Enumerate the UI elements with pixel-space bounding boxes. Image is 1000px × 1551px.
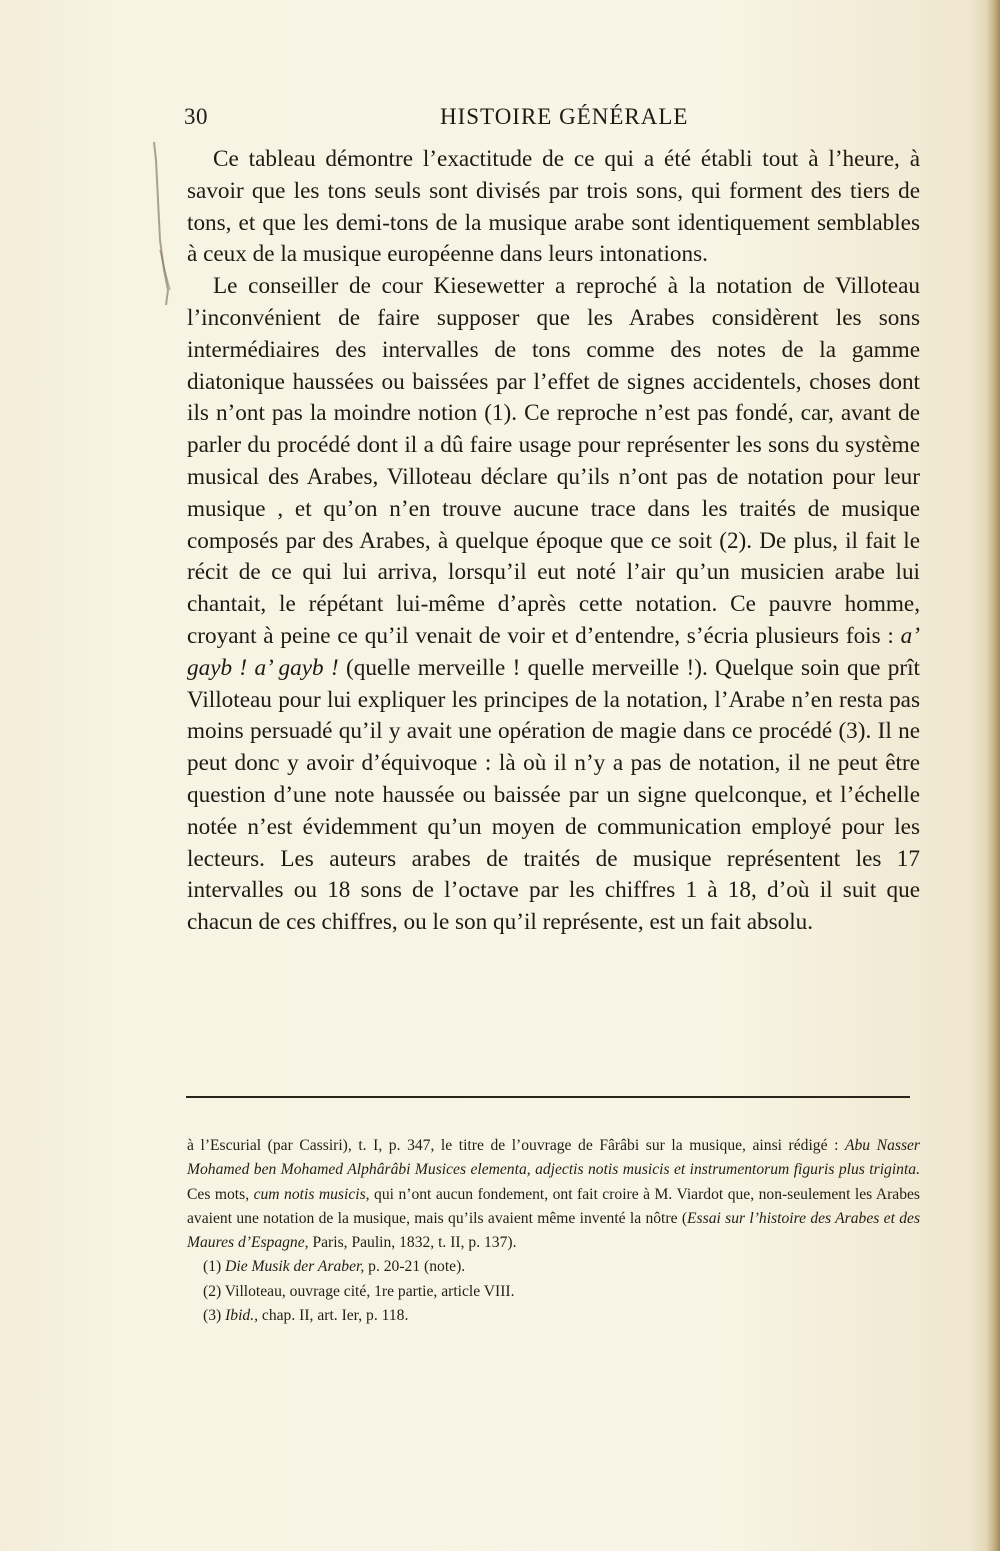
footnote-cont-text-b: Ces mots,: [187, 1185, 254, 1203]
exclamation-italic: a’ gayb ! a’ gayb !: [187, 622, 920, 681]
footnote-3-rest: chap. II, art. Ier, p. 118.: [258, 1307, 409, 1325]
paragraph-2-part-a: Le conseiller de cour Kiesewetter a reproché à la notation de Villoteau l’inconvénient de faire supposer que les Arabes considèrent les sons intermédiaires des intervalles de tons comme des notes de la gamme diatonique haussées ou baissées par l’effet de signes accidentels, choses dont ils n’ont pas la moindre notion (1). Ce reproche n’est pas fondé, car, avant de parler du procédé dont il a dû faire usage pour représenter les sons du système musical des Arabes, Villoteau déclare qu’ils n’ont pas de notation pour leur musique , et qu’on n’en trouve aucune trace dans les traités de musique composés par des Arabes, à quelque époque que ce soit (2). De plus, il fait le récit de ce qui lui arriva, lorsqu’il eut noté l’air qu’un musicien arabe lui chantait, le répétant lui-même d’après cette notation. Ce pauvre homme, croyant à peine ce qu’il venait de voir et d’entendre, s’écria plusieurs fois :: [187, 273, 920, 649]
footnote-cont-title-2: cum notis musicis,: [253, 1185, 370, 1203]
running-title: HISTOIRE GÉNÉRALE: [440, 104, 689, 129]
margin-bracket-mark: [150, 140, 180, 310]
footnote-continuation: [187, 1134, 920, 1255]
main-text: [187, 144, 920, 939]
footnote-2: (2) Villoteau, ouvrage cité, 1re partie, article VIII.: [203, 1282, 515, 1300]
footnote-1: [187, 1255, 920, 1279]
footnote-3-marker: (3): [203, 1307, 226, 1325]
footnote-cont-text-a: à l’Escurial (par Cassiri), t. I, p. 347, le titre de l’ouvrage de Fârâbi sur la musique, ainsi rédigé :: [187, 1137, 845, 1154]
footnote-1-title: Die Musik der Araber,: [225, 1258, 365, 1276]
page-number: 30: [184, 104, 208, 129]
paragraph-1: Ce tableau démontre l’exactitude de ce qui a été établi tout à l’heure, à savoir que les tons seuls sont divisés par trois sons, qui forment des tiers de tons, et que les demi-tons de la musique arabe sont identiquement semblables à ceux de la musique européenne dans leurs intonations.: [187, 146, 920, 268]
paragraph-2: [187, 271, 920, 939]
footnote-cont-text-d: Paris, Paulin, 1832, t. II, p. 137).: [308, 1234, 517, 1252]
footnote-cont-title-1: Abu Nasser Mohamed ben Mohamed Alphârâbi Musices elementa, adjectis notis musicis et instrumentorum figuris plus triginta.: [187, 1137, 920, 1179]
footnotes: [187, 1134, 920, 1328]
footnote-1-marker: (1): [203, 1258, 226, 1276]
running-header: [180, 104, 920, 134]
paragraph-2-part-b: (quelle merveille ! quelle merveille !). Quelque soin que prît Villoteau pour lui expliquer les principes de la notation, l’Arabe n’en resta pas moins persuadé qu’il y avait une opération de magie dans ce procédé (3). Il ne peut donc y avoir d’équivoque : là où il n’y a pas de notation, il ne peut être question d’une note haussée ou baissée par un signe quelconque, et l’échelle notée n’est évidemment qu’un moyen de communication employé pour les lecteurs. Les auteurs arabes de traités de musique représentent les 17 intervalles ou 18 sons de l’octave par les chiffres 1 à 18, d’où il suit que chacun de ces chiffres, ou le son qu’il représente, est un fait absolu.: [187, 654, 920, 936]
footnote-3: [187, 1304, 920, 1328]
footnote-3-title: Ibid.,: [225, 1307, 259, 1325]
footnote-cont-title-3: Essai sur l’histoire des Arabes et des Maures d’Espagne,: [187, 1209, 921, 1252]
page-edge-shadow: [986, 0, 1000, 1551]
footnote-1-rest: p. 20-21 (note).: [364, 1258, 466, 1276]
footnote-cont-text-c: qui n’ont aucun fondement, ont fait croire à M. Viardot que, non-seulement les Arabes avaient une notation de la musique, mais qu’ils avaient même inventé la nôtre (: [187, 1185, 920, 1227]
footnote-rule: [186, 1096, 910, 1098]
